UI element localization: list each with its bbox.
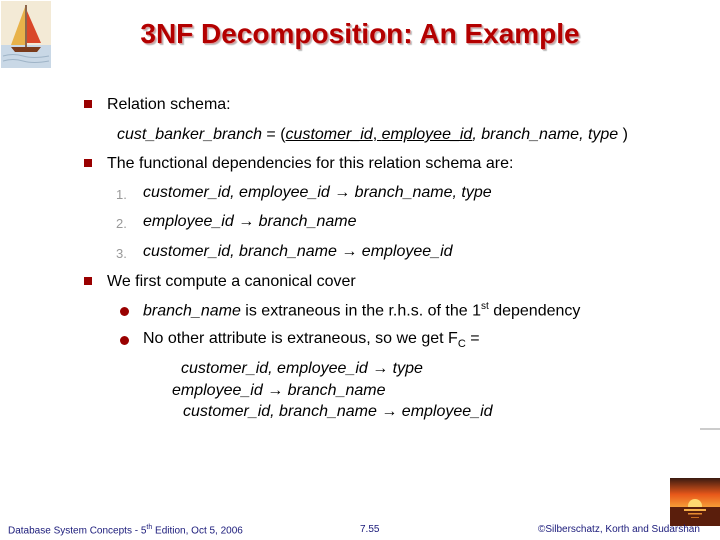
fc-subscript: C	[457, 338, 466, 351]
footer-page-number: 7.55	[360, 524, 380, 535]
fd-lhs: customer_id, branch_name	[143, 243, 337, 260]
arrow-icon: →	[334, 184, 351, 201]
no-other-tail: =	[465, 330, 480, 347]
cover-fd	[172, 382, 385, 400]
ordinal-sup: st	[480, 301, 489, 312]
cover-fd	[183, 403, 493, 421]
footer-edition-sup: th	[146, 524, 153, 531]
cover-rhs: employee_id	[401, 403, 493, 420]
cover-rhs: branch_name	[287, 382, 386, 399]
fd-item	[143, 213, 356, 231]
fd-rhs: employee_id	[361, 243, 453, 260]
schema-key-employee-id: employee_id	[381, 126, 473, 143]
footer-edition: Edition, Oct 5, 2006	[152, 525, 243, 537]
fd-lhs: customer_id, employee_id	[143, 184, 330, 201]
fd-rhs: branch_name, type	[354, 184, 492, 201]
sub-bullet-extraneous	[143, 301, 580, 320]
arrow-icon: →	[381, 403, 398, 420]
bullet-functional-dependencies: The functional dependencies for this relation schema are:	[107, 155, 514, 172]
bullet-canonical-cover: We first compute a canonical cover	[107, 273, 356, 290]
footer-left	[8, 524, 243, 536]
extraneous-text: is extraneous in the r.h.s. of the 1	[240, 302, 481, 320]
bullet-square-icon	[84, 159, 92, 167]
footer-book: Database System Concepts - 5	[8, 525, 147, 537]
arrow-icon: →	[267, 382, 284, 399]
cover-lhs: customer_id, branch_name	[183, 403, 377, 420]
schema-eq: = (	[261, 126, 286, 143]
fd-number: 3.	[116, 246, 127, 261]
arrow-icon: →	[372, 360, 389, 377]
bullet-dot-icon	[120, 336, 129, 345]
bullet-relation-schema: Relation schema:	[107, 96, 231, 113]
sunset-image-icon	[670, 478, 720, 526]
schema-rest: , branch_name, type	[472, 126, 619, 143]
schema-line	[117, 126, 628, 144]
schema-key-customer-id: customer_id	[285, 126, 373, 143]
schema-name: cust_banker_branch	[117, 126, 262, 143]
schema-comma: ,	[372, 126, 382, 143]
divider	[700, 428, 720, 430]
extraneous-tail: dependency	[488, 302, 581, 320]
fd-item	[143, 184, 492, 202]
fd-rhs: branch_name	[258, 213, 357, 230]
sub-bullet-no-other	[143, 330, 480, 350]
slide-title: 3NF Decomposition: An Example	[140, 18, 580, 49]
schema-close: )	[618, 126, 628, 143]
no-other-text: No other attribute is extraneous, so we get F	[143, 330, 458, 347]
bullet-square-icon	[84, 100, 92, 108]
arrow-icon: →	[341, 243, 358, 260]
fd-item	[143, 243, 453, 261]
extraneous-attr: branch_name	[143, 302, 241, 320]
fd-number: 2.	[116, 216, 127, 231]
bullet-dot-icon	[120, 307, 129, 316]
cover-rhs: type	[392, 360, 423, 377]
cover-fd	[181, 360, 423, 378]
cover-lhs: employee_id	[172, 382, 263, 399]
arrow-icon: →	[238, 213, 255, 230]
fd-number: 1.	[116, 187, 127, 202]
footer-copyright: ©Silberschatz, Korth and Sudarshan	[538, 524, 700, 535]
fd-lhs: employee_id	[143, 213, 234, 230]
bullet-square-icon	[84, 277, 92, 285]
cover-lhs: customer_id, employee_id	[181, 360, 368, 377]
